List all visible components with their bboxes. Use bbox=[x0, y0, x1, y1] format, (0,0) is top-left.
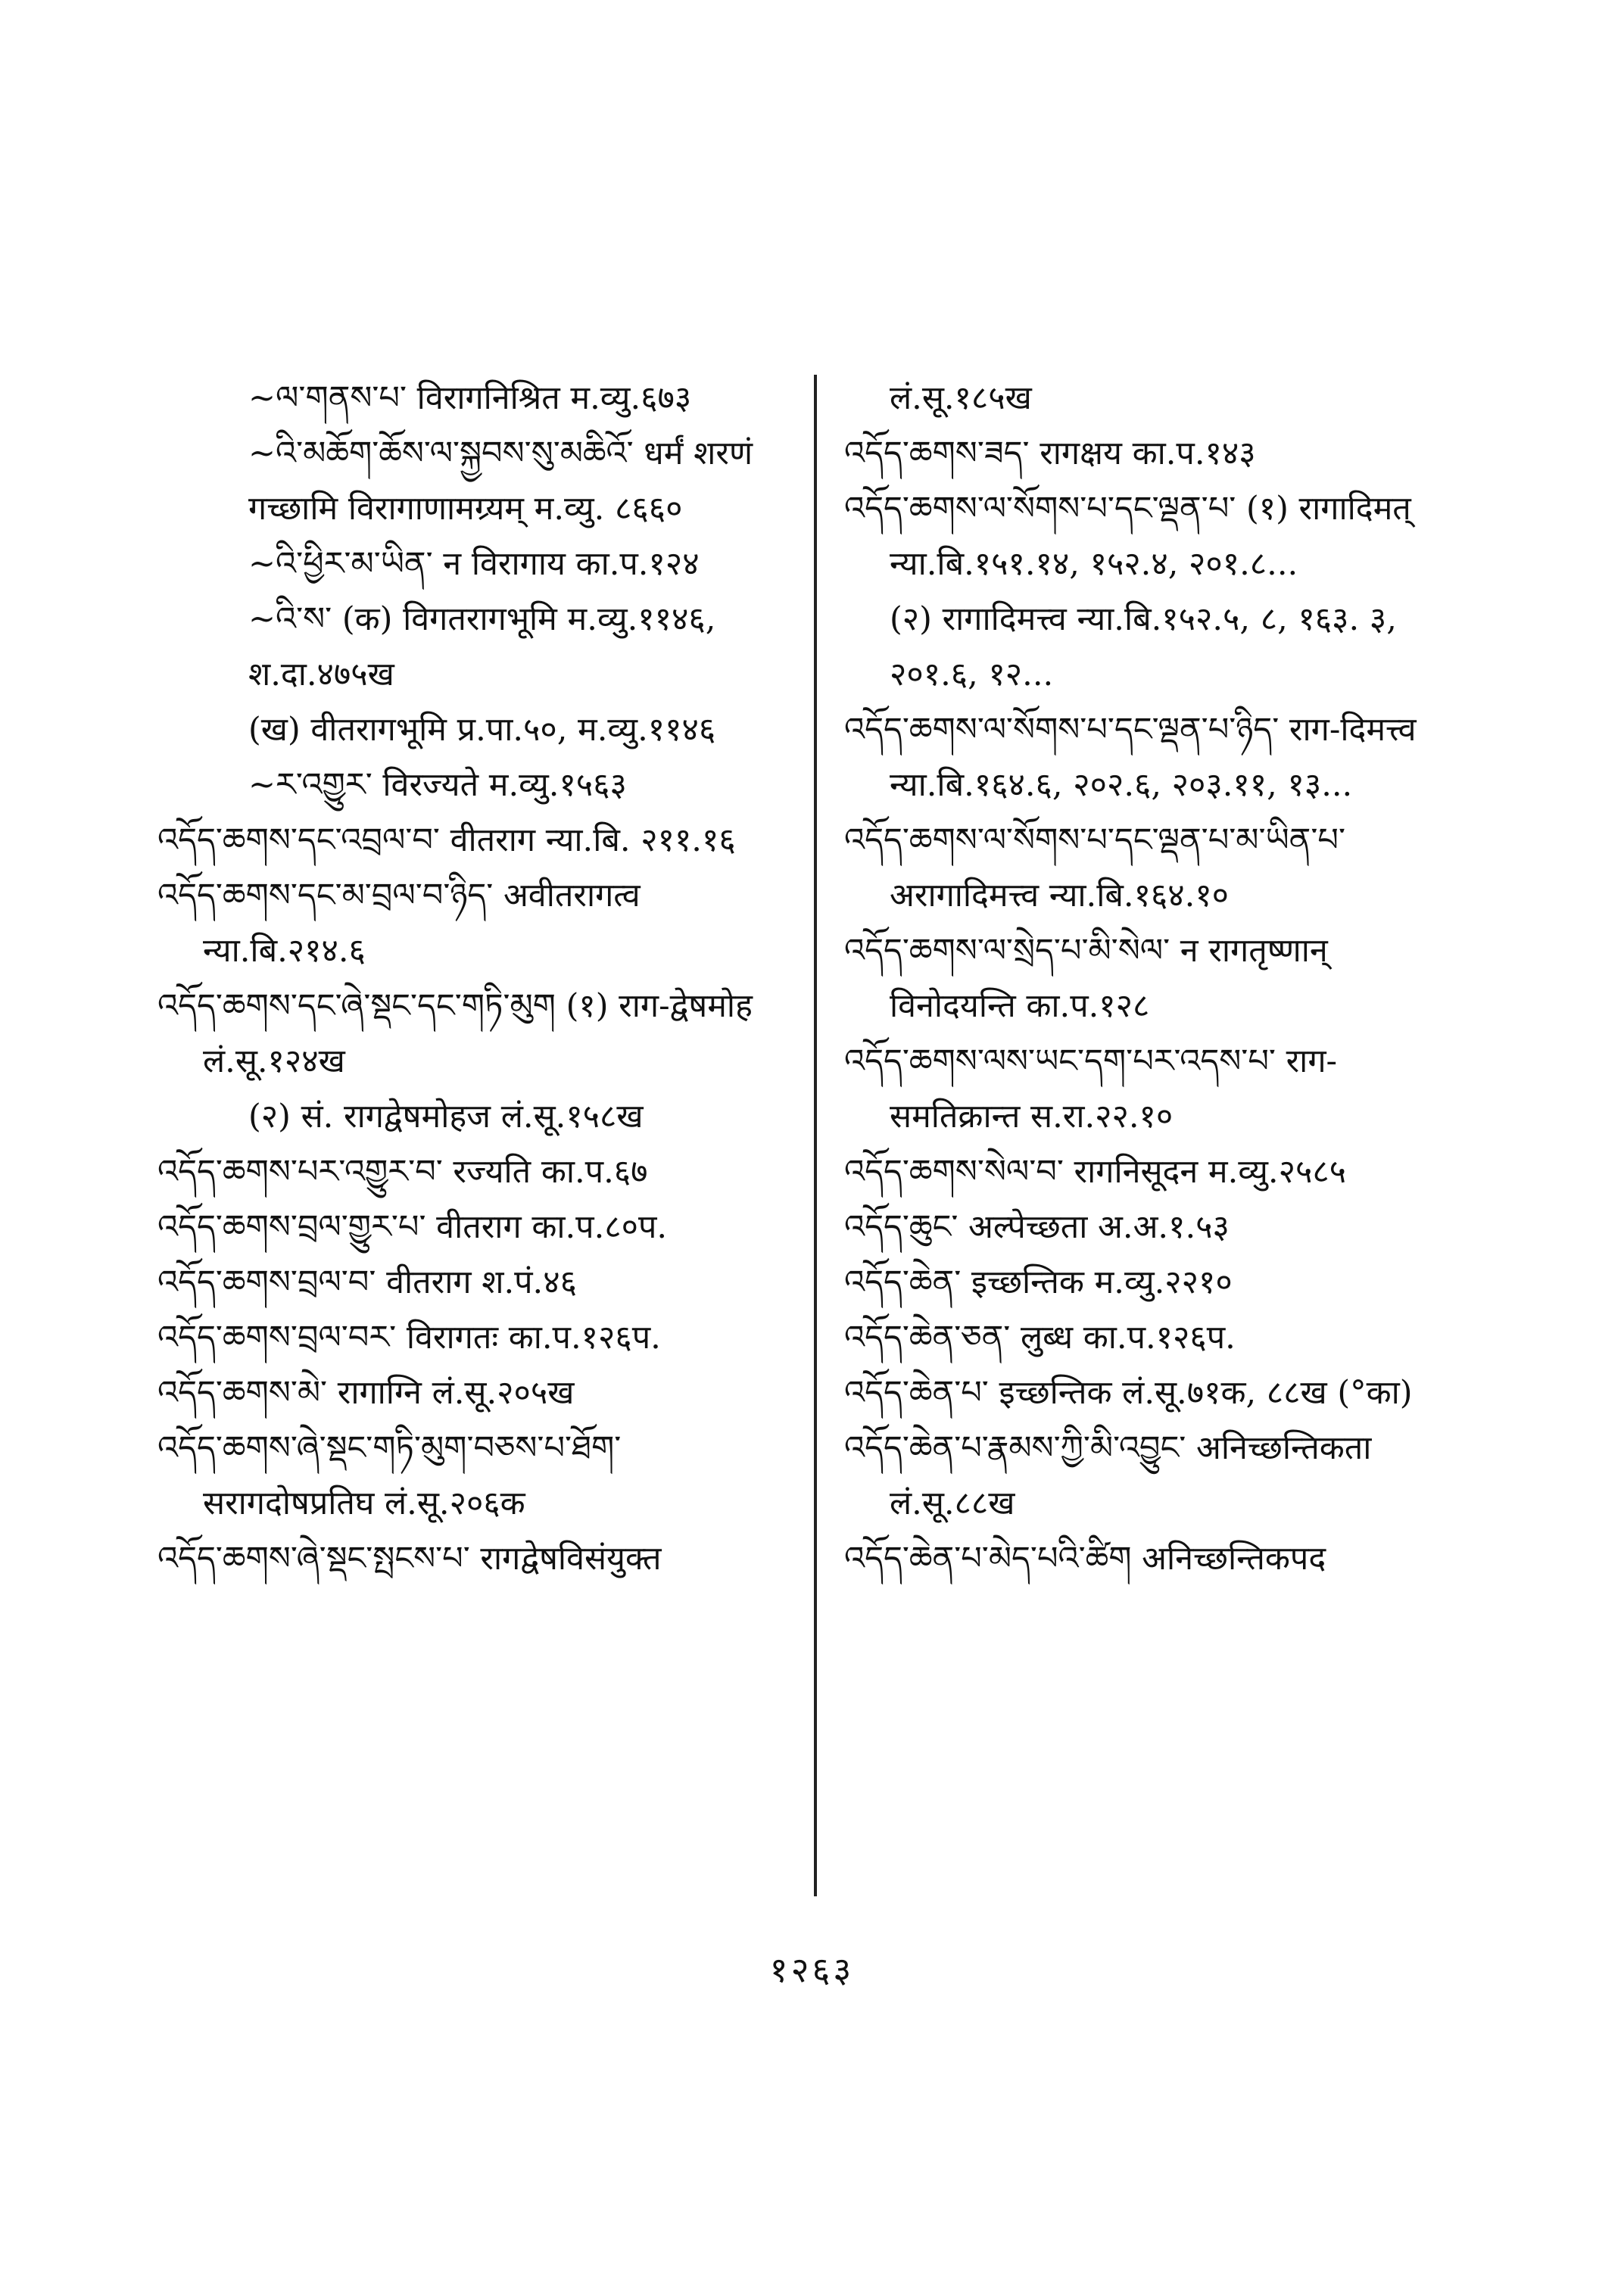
entry: འདོད་ཆགས་བྲལ་བ་ वीतराग श.पं.४६ bbox=[157, 1263, 577, 1301]
entry: འདོད་ཆགས་བྲལ་བར་ विरागतः का.प.१२६प. bbox=[157, 1319, 661, 1357]
entry: འདོད་ཆགས་ལ་སྲེད་པ་མི་སེལ་ न रागतृष्णान् विनोदयन्ति का.प.१२८ bbox=[844, 932, 1328, 1025]
entry: འདོད་ཆགས་ལས་ཡང་དག་པར་འདས་པ་ राग-समतिक्रान्त स.रा.२२.१० bbox=[844, 1042, 1338, 1136]
entry: འདོད་ཆུང་ अल्पेच्छता अ.अ.१.५३ bbox=[844, 1208, 1230, 1246]
entry: འདོད་ཆགས་ཞེ་སྡང་གཏི་མུག་བཅས་པ་ཐོག་ सरागदोषप्रतिघ लं.सू.२०६क bbox=[157, 1429, 622, 1522]
entry: ~འི་ས་ (क) विगतरागभूमि म.व्यु.११४६, श.दा.४७५ख bbox=[248, 600, 716, 693]
entry: (ख) वीतरागभूमि प्र.पा.५०, म.व्यु.११४६ bbox=[248, 711, 716, 749]
entry: འདོད་ཆགས་ལ་སོགས་པ་དང་ལྡན་པ་ཉིད་ राग-दिमत्त्व न्या.बि.१६४.६, २०२.६, २०३.११, १३... bbox=[844, 711, 1417, 804]
column-divider bbox=[814, 375, 817, 1896]
entry: འདོད་ཆགས་བྲལ་གྱུར་པ་ वीतराग का.प.८०प. bbox=[157, 1208, 668, 1246]
entry: ~ར་འགྱུར་ विरज्यते म.व्यु.१५६३ bbox=[248, 766, 627, 804]
entry: འདོད་ཆེན་ཅན་ लुब्ध का.प.१२६प. bbox=[844, 1319, 1236, 1357]
entry: འདོད་ཆགས་དང་ཞེ་སྡང་དང་གཏི་མུག (१) राग-द्वेषमोह लं.सू.१२४ख bbox=[157, 987, 753, 1080]
entry: འདོད་ཆེན་པ་རྣམས་ཀྱི་མི་འབྱུང་ अनिच्छन्तिकता लं.सू.८८ख bbox=[844, 1429, 1372, 1522]
entry: लं.सू.१८५ख bbox=[890, 379, 1032, 417]
entry: འདོད་ཆགས་མེ་ रागाग्नि लं.सू.२०५ख bbox=[157, 1374, 575, 1412]
entry: འདོད་ཆགས་ཞེ་སྡང་སྤངས་པ་ रागद्वेषविसंयुक्त bbox=[157, 1540, 662, 1578]
left-column bbox=[157, 371, 801, 1587]
entry: ~འི་མཆོག་ཆོས་ལ་སྐྱབས་སུ་མཆིའོ་ धर्मं शरणं गच्छामि विरागाणामग्र्यम् म.व्यु. ८६६० bbox=[248, 435, 753, 528]
entry: འདོད་ཆེན་པ་ इच्छन्तिक लं.सू.७१क, ८८ख (°का) bbox=[844, 1374, 1413, 1412]
entry: ~འི་ཕྱིར་མ་ཡིན་ न विरागाय का.प.१२४ bbox=[248, 545, 700, 583]
entry: (२) रागादिमत्त्व न्या.बि.१५२.५, ८, १६३. ३, २०१.६, १२... bbox=[890, 600, 1397, 693]
entry: འདོད་ཆགས་ལ་སོགས་པ་དང་ལྡན་པ་མ་ཡིན་པ་ अरागादिमत्त्व न्या.बि.१६४.१० bbox=[844, 821, 1345, 914]
entry: འདོད་ཆགས་ཟད་ रागक्षय का.प.१४३ bbox=[844, 435, 1256, 472]
page-number: १२६३ bbox=[769, 1949, 855, 1990]
entry: ~ལ་གནས་པ་ विरागनिश्रित म.व्यु.६७३ bbox=[248, 379, 692, 417]
right-column bbox=[844, 371, 1457, 1587]
entry: འདོད་ཆགས་དང་མ་བྲལ་བ་ཉིད་ अवीतरागत्व न्या.बि.२१४.६ bbox=[157, 877, 641, 970]
entry: (२) सं. रागद्वेषमोहज लं.सू.१५८ख bbox=[248, 1098, 644, 1136]
entry: འདོད་ཆགས་སེལ་བ་ रागनिसूदन म.व्यु.२५८५ bbox=[844, 1153, 1347, 1191]
entry: འདོད་ཆགས་པར་འགྱུར་བ་ रज्यति का.प.६७ bbox=[157, 1153, 648, 1191]
entry: འདོད་ཆགས་དང་འབྲལ་བ་ वीतराग न्या.बि. २११.१६ bbox=[157, 821, 736, 859]
entry: འདོད་ཆགས་ལ་སོགས་པ་དང་ལྡན་པ་ (१) रागादिमत् न्या.बि.१५१.१४, १५२.४, २०१.८... bbox=[844, 490, 1411, 583]
entry: འདོད་ཆེན་ इच्छन्तिक म.व्यु.२२१० bbox=[844, 1263, 1233, 1301]
entry: འདོད་ཆེན་པ་མེད་པའི་ཚིག अनिच्छन्तिकपद bbox=[844, 1540, 1326, 1578]
